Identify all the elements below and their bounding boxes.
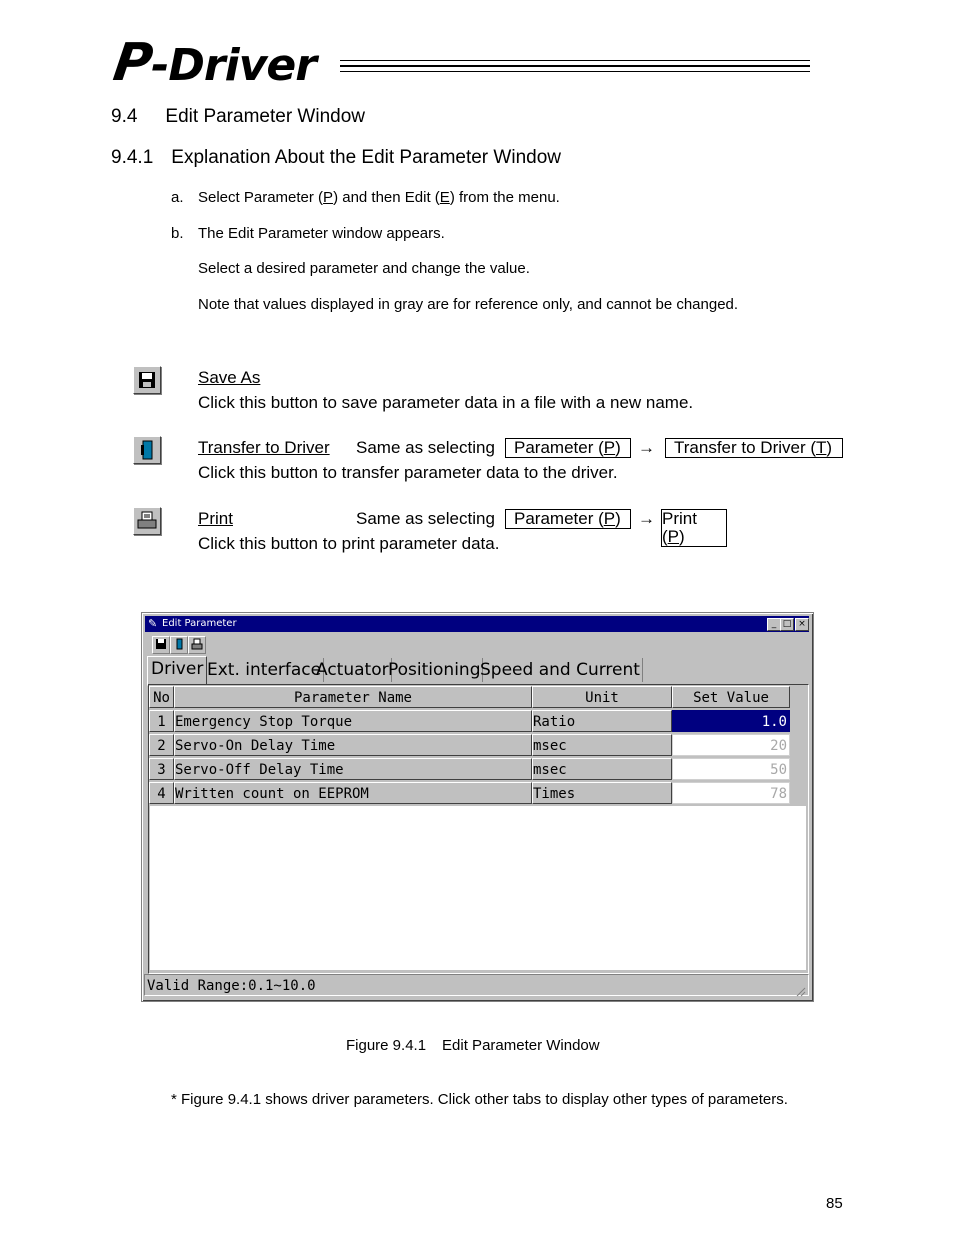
parameter-name-cell: Written count on EEPROM (174, 782, 532, 804)
arrow-icon: → (638, 509, 655, 528)
menu-parameter-box: Parameter (P) (505, 509, 631, 529)
row-number: 4 (149, 782, 174, 804)
floppy-disk-icon (154, 637, 168, 651)
column-header-parameter-name: Parameter Name (174, 686, 532, 708)
floppy-disk-icon (133, 366, 161, 394)
print-label: Print (198, 509, 233, 528)
printer-icon (133, 507, 161, 535)
window-title: Edit Parameter (162, 618, 237, 629)
save-as-label: Save As (198, 368, 261, 387)
transfer-icon (133, 436, 161, 464)
printer-icon (190, 637, 204, 651)
set-value-readonly: 20 (672, 734, 790, 756)
print-button[interactable] (188, 636, 206, 654)
step-a-text: Select Parameter (P) and then Edit (E) from the menu. (198, 189, 560, 206)
logo-rule (340, 60, 810, 76)
tab-driver[interactable]: Driver (147, 656, 207, 686)
resize-grip-icon[interactable] (796, 984, 806, 994)
p-driver-logo: P-Driver (109, 33, 316, 93)
menu-print-box: Print (P) (661, 509, 727, 547)
maximize-button[interactable]: □ (780, 618, 794, 631)
transfer-description: Click this button to transfer parameter data to the driver. (198, 463, 618, 482)
unit-cell: Ratio (532, 710, 672, 732)
transfer-label: Transfer to Driver (198, 438, 330, 457)
transfer-to-driver-button[interactable] (170, 636, 188, 654)
menu-parameter-box: Parameter (P) (505, 438, 631, 458)
tab-speed-and-current[interactable]: Speed and Current (478, 658, 643, 682)
unit-cell: msec (532, 734, 672, 756)
section-heading: 9.4 Edit Parameter Window (111, 106, 365, 127)
window-titlebar (145, 616, 809, 632)
row-number: 2 (149, 734, 174, 756)
tab-actuator[interactable]: Actuator (314, 658, 392, 682)
column-header-unit: Unit (532, 686, 672, 708)
grid-empty-area (150, 806, 806, 970)
column-header-no: No (149, 686, 174, 708)
subsection-heading: 9.4.1 Explanation About the Edit Parameter Window (111, 147, 561, 168)
row-number: 3 (149, 758, 174, 780)
column-header-set-value: Set Value (672, 686, 790, 708)
arrow-icon: → (638, 438, 655, 457)
unit-cell: msec (532, 758, 672, 780)
parameter-name-cell: Emergency Stop Torque (174, 710, 532, 732)
save-as-description: Click this button to save parameter data in a file with a new name. (198, 393, 694, 412)
app-icon: ✎ (148, 617, 158, 630)
menu-transfer-box: Transfer to Driver (T) (665, 438, 843, 458)
status-bar: Valid Range:0.1~10.0 (144, 974, 809, 996)
transfer-icon (172, 637, 186, 651)
tab-positioning[interactable]: Positioning (386, 658, 483, 682)
minimize-button[interactable]: _ (767, 618, 781, 631)
figure-caption: Figure 9.4.1 Edit Parameter Window (346, 1037, 600, 1054)
set-value-readonly: 50 (672, 758, 790, 780)
step-b-text: The Edit Parameter window appears. (198, 225, 445, 242)
step-a-marker: a. (171, 189, 184, 206)
transfer-same-text: Same as selecting (356, 438, 495, 457)
close-button[interactable]: × (795, 618, 809, 631)
page-number: 85 (826, 1195, 843, 1212)
row-number: 1 (149, 710, 174, 732)
set-value-readonly: 78 (672, 782, 790, 804)
save-as-button[interactable] (152, 636, 170, 654)
parameter-name-cell: Servo-Off Delay Time (174, 758, 532, 780)
footnote: * Figure 9.4.1 shows driver parameters. Click other tabs to display other types of parameters. (171, 1091, 788, 1108)
parameter-name-cell: Servo-On Delay Time (174, 734, 532, 756)
paragraph: Select a desired parameter and change the value. (198, 260, 530, 277)
set-value-input[interactable]: 1.0 (672, 710, 790, 732)
paragraph-note: Note that values displayed in gray are for reference only, and cannot be changed. (198, 296, 739, 313)
step-b-marker: b. (171, 225, 184, 242)
print-same-text: Same as selecting (356, 509, 495, 528)
tab-ext-interface[interactable]: Ext. interface (205, 658, 324, 682)
print-description: Click this button to print parameter data. (198, 534, 500, 553)
unit-cell: Times (532, 782, 672, 804)
